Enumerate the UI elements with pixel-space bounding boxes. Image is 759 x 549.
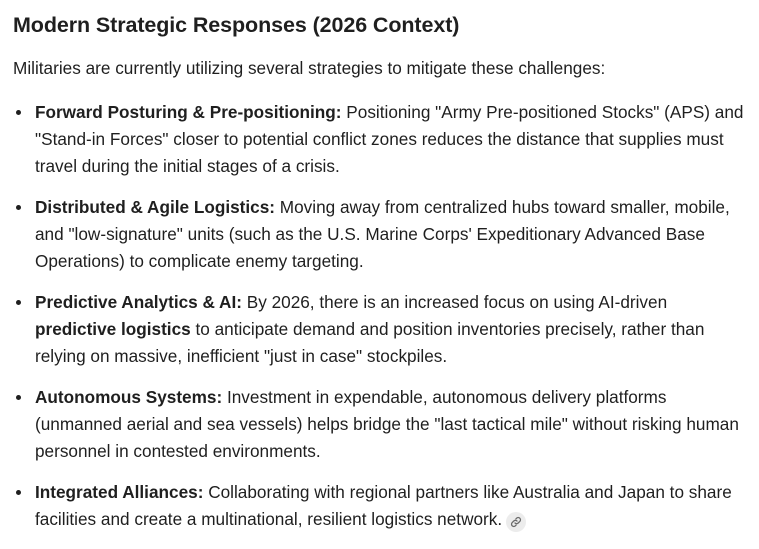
item-text: to anticipate demand and position inventories precisely, rather than relying on massive, inefficient "just in case" stockpiles. — [35, 319, 705, 366]
strategy-list — [13, 99, 746, 533]
item-text: Positioning "Army Pre-positioned Stocks" (APS) and "Stand-in Forces" closer to potential conflict zones reduces the distance that supplies must travel during the initial stages of a crisis. — [35, 102, 744, 176]
list-item-integrated-alliances — [13, 479, 746, 533]
item-text: Collaborating with regional partners like Australia and Japan to share facilities and create a multinational, resilient logistics network. — [35, 482, 732, 529]
list-item-forward-posturing — [13, 99, 746, 180]
item-title: Forward Posturing & Pre-positioning: — [35, 102, 342, 122]
item-text: By 2026, there is an increased focus on using AI-driven — [241, 292, 668, 312]
list-item-distributed-logistics — [13, 194, 746, 275]
item-title: Autonomous Systems: — [35, 387, 223, 407]
item-title: Predictive Analytics & AI: — [35, 292, 242, 312]
list-item-autonomous-systems — [13, 384, 746, 465]
item-emphasis: predictive logistics — [35, 319, 191, 339]
source-link-button[interactable] — [506, 512, 526, 532]
list-item-predictive-analytics — [13, 289, 746, 370]
intro-paragraph: Militaries are currently utilizing several strategies to mitigate these challenges: — [13, 58, 606, 78]
item-title: Distributed & Agile Logistics: — [35, 197, 276, 217]
link-icon — [510, 516, 522, 528]
item-text: Investment in expendable, autonomous delivery platforms (unmanned aerial and sea vessels) helps bridge the "last tactical mile" without risking human personnel in contested environments. — [35, 387, 739, 461]
item-title: Integrated Alliances: — [35, 482, 204, 502]
item-text: Moving away from centralized hubs toward smaller, mobile, and "low-signature" units (such as the U.S. Marine Corps' Expeditionary Advanced Base Operations) to complicate enemy targeting. — [35, 197, 730, 271]
section-heading: Modern Strategic Responses (2026 Context) — [13, 13, 460, 37]
